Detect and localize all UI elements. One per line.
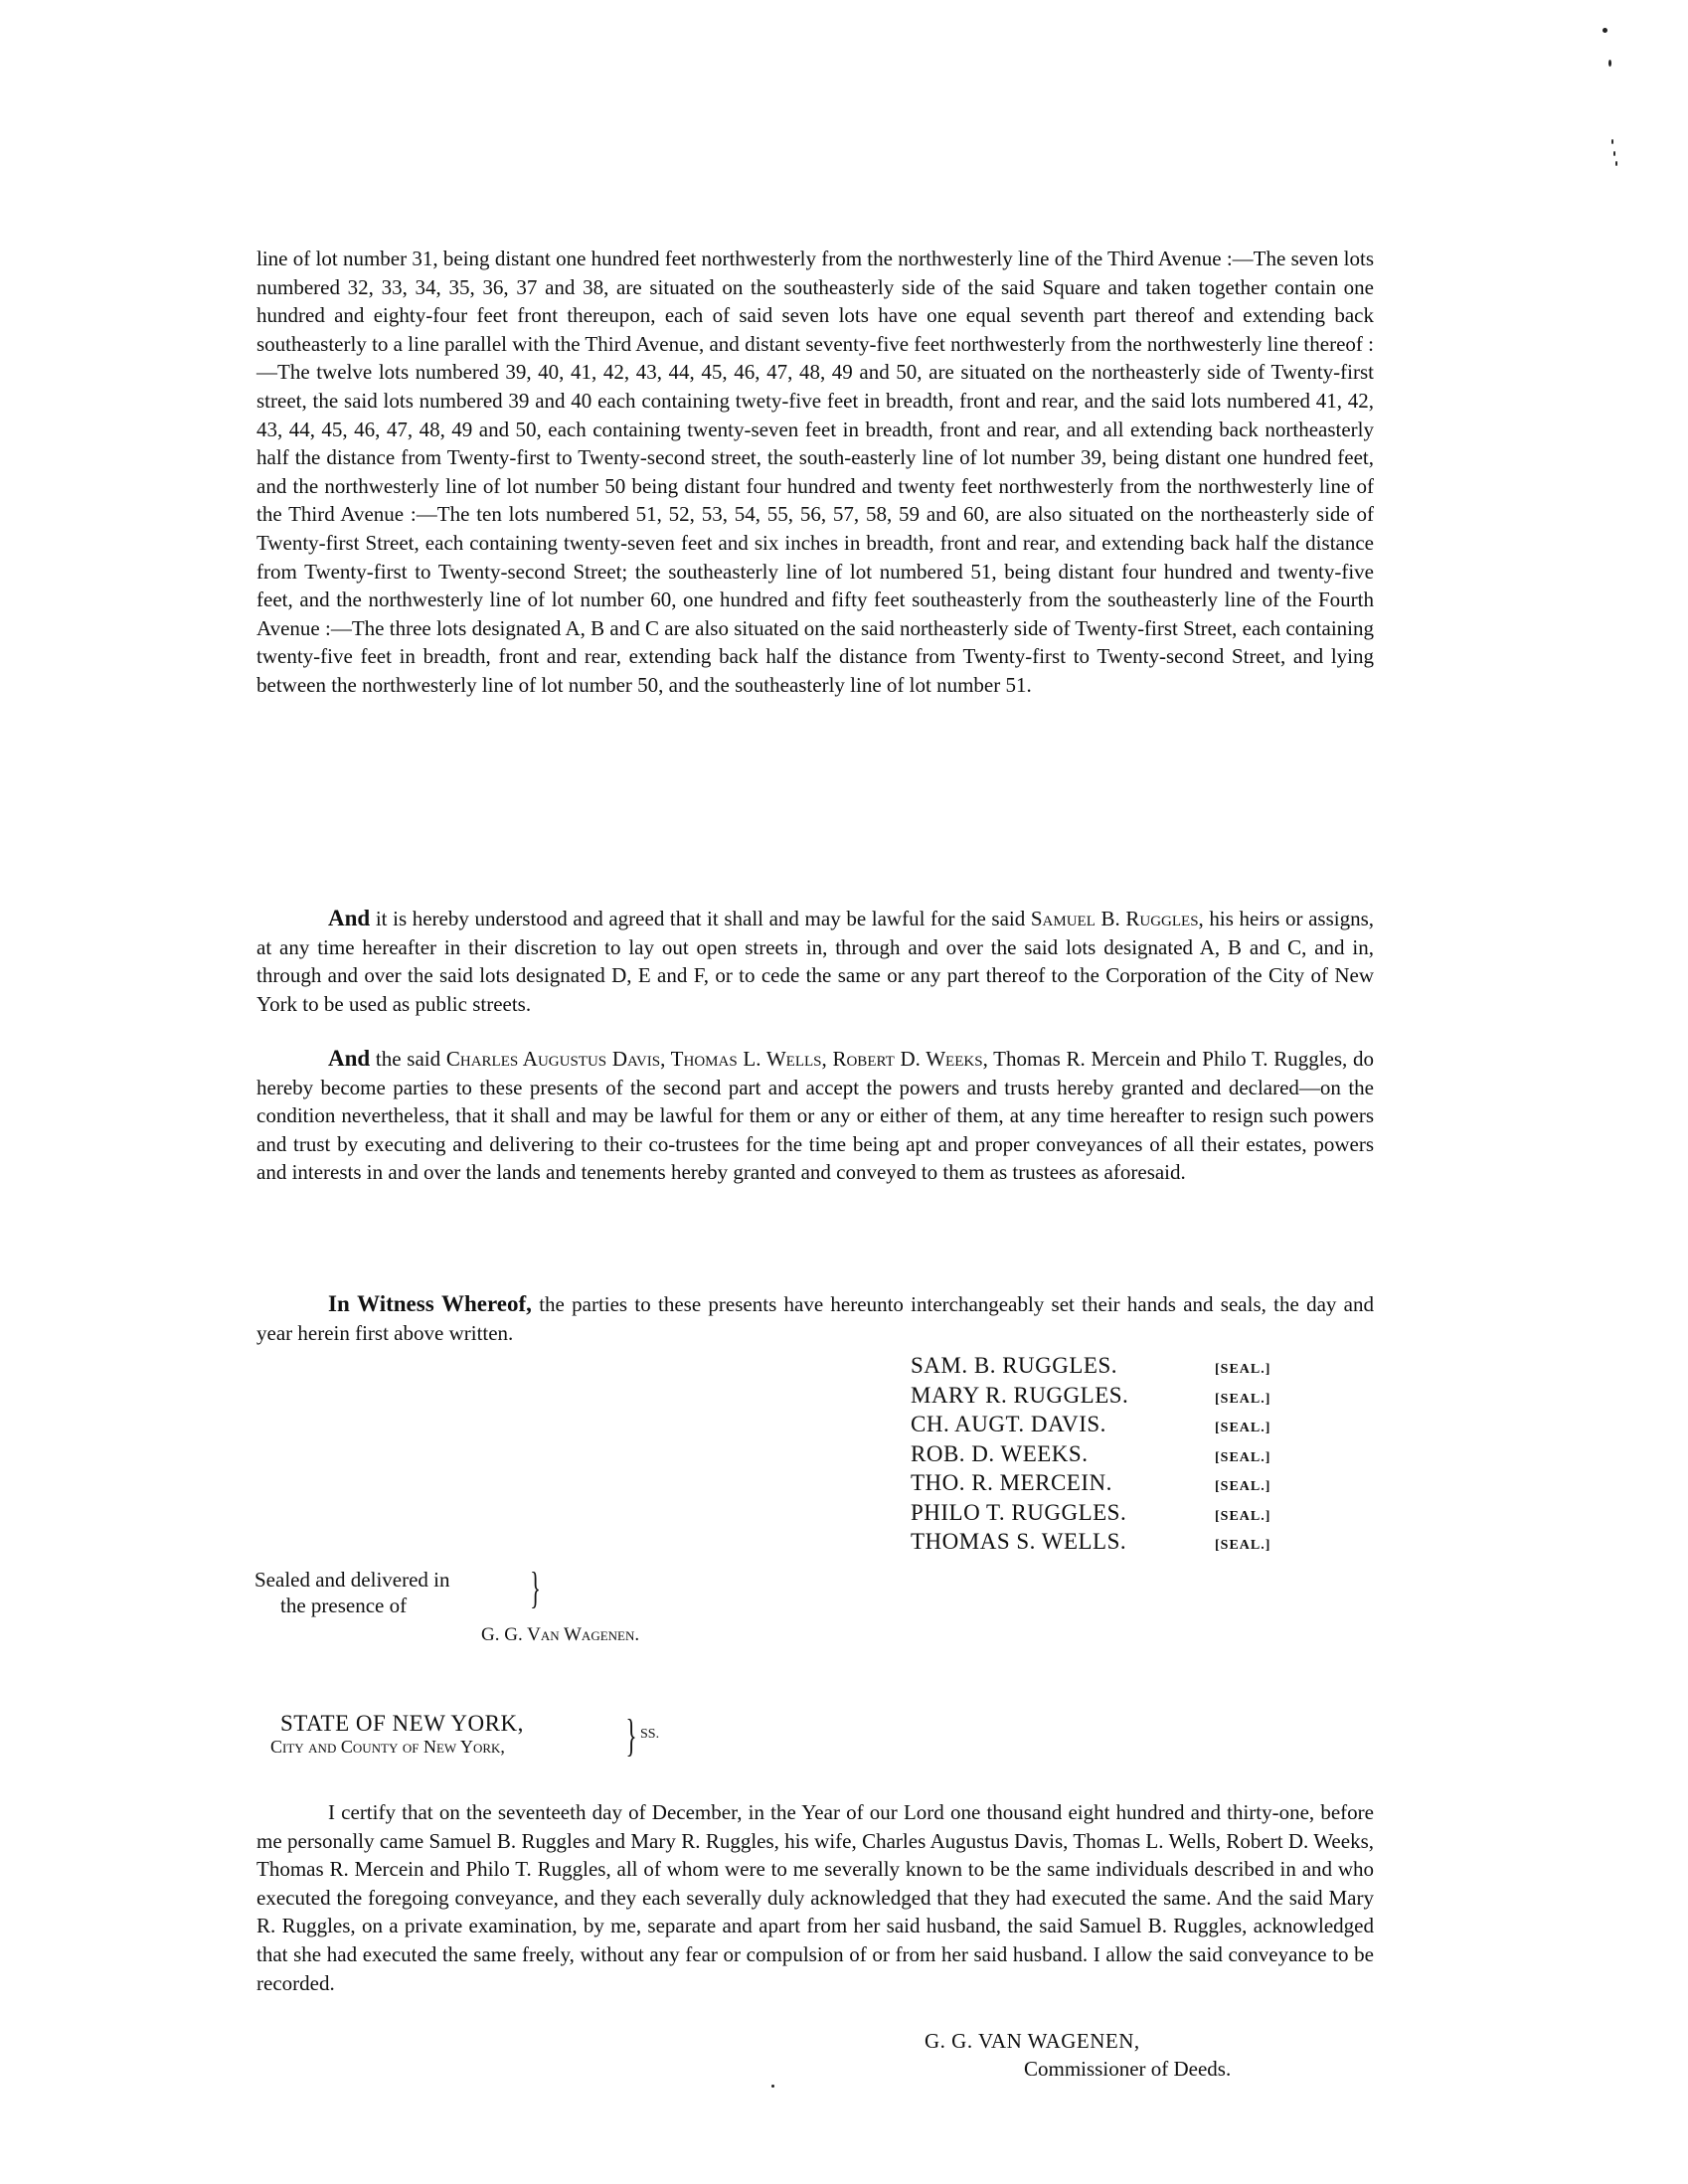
signature-line	[911, 1441, 1308, 1471]
commissioner-name: G. G. VAN WAGENEN,	[925, 2029, 1140, 2053]
witness-clause	[256, 1290, 1374, 1347]
party-name: Samuel B. Ruggles	[1030, 907, 1199, 930]
signer-name: PHILO T. RUGGLES.	[911, 1499, 1127, 1525]
signer-name: THO. R. MERCEIN.	[911, 1470, 1112, 1495]
seal-mark: [SEAL.]	[1215, 1538, 1271, 1553]
signer-name: SAM. B. RUGGLES.	[911, 1353, 1118, 1378]
witness-lead: In Witness Whereof,	[328, 1291, 532, 1316]
seal-mark: [SEAL.]	[1215, 1421, 1271, 1435]
sealed-line-2: the presence of	[280, 1594, 408, 1617]
scan-speck	[1611, 139, 1613, 144]
paragraph-text: , his heirs or assigns, at any time hereafter in their discretion to lay out open streets in, through and over the said lots designated A, B and C, and in, through and over the said lots designated D, E and F, or to cede the same or any part thereof to the Corporation of the City of New York to be used as public streets.	[256, 907, 1374, 1016]
venue-ss: SS.	[640, 1727, 660, 1742]
scan-speck	[1603, 28, 1607, 33]
seal-mark: [SEAL.]	[1215, 1479, 1271, 1494]
party-names: Charles Augustus Davis, Thomas L. Wells, Robert D. Weeks	[445, 1047, 983, 1071]
paragraph-lead: And	[328, 906, 371, 930]
signature-line	[911, 1383, 1308, 1413]
signer-name: THOMAS S. WELLS.	[911, 1529, 1127, 1554]
paragraph-text: the said	[370, 1047, 446, 1071]
paragraph-text: it is hereby understood and agreed that it shall and may be lawful for the said	[370, 907, 1031, 930]
seal-mark: [SEAL.]	[1215, 1508, 1271, 1524]
scan-speck	[1608, 60, 1611, 67]
sealed-line-1: Sealed and delivered in	[254, 1568, 450, 1592]
brace-glyph: }	[625, 1710, 637, 1761]
signature-line	[911, 1500, 1308, 1530]
witness-text: the parties to these presents have hereunto interchangeably set their hands and seals, the day and year herein first above written.	[256, 1292, 1374, 1345]
paragraph-text: , Thomas R. Mercein and Philo T. Ruggles, do hereby become parties to these presents of the second part and accept the powers and trusts hereby granted and declared—on the condition nevertheless, that it shall and may be lawful for them or any or either of them, at any time hereafter to resign such powers and trust by executing and delivering to their co-trustees for the time being apt and proper conveyances of all their estates, powers and interests in and over the lands and tenements hereby granted and conveyed to them as trustees as aforesaid.	[256, 1047, 1375, 1185]
venue-state: STATE OF NEW YORK,	[280, 1711, 524, 1736]
venue-county: City and County of New York,	[270, 1737, 505, 1757]
commissioner-title: Commissioner of Deeds.	[1024, 2057, 1232, 2081]
signature-line	[911, 1412, 1308, 1441]
signer-name: CH. AUGT. DAVIS.	[911, 1412, 1106, 1436]
paragraph-lot-descriptions: line of lot number 31, being distant one hundred feet northwesterly from the northwesterly line of the Third Avenue :—The seven lots numbered 32, 33, 34, 35, 36, 37 and 38, are situated on the southeasterly side of the said Square and taken together contain one hundred and eighty-four feet front thereupon, each of said seven lots have one equal seventh part thereof and extending back southeasterly to a line parallel with the Third Avenue, and distant seventy-five feet northwesterly from the northwesterly line thereof :—The twelve lots numbered 39, 40, 41, 42, 43, 44, 45, 46, 47, 48, 49 and 50, are situated on the northeasterly side of Twenty-first street, the said lots numbered 39 and 40 each containing twety-five feet in breadth, front and rear, and the said lots numbered 41, 42, 43, 44, 45, 46, 47, 48, 49 and 50, each containing twenty-seven feet in breadth, front and rear, and all extending back northeasterly half the distance from Twenty-first to Twenty-second street, the south-easterly line of lot number 39, being distant one hundred feet, and the northwesterly line of lot number 50 being distant four hundred and twenty feet northwesterly from the northwesterly line of the Third Avenue :—The ten lots numbered 51, 52, 53, 54, 55, 56, 57, 58, 59 and 60, are also situated on the northeasterly side of Twenty-first Street, each containing twenty-seven feet and six inches in breadth, front and rear, and extending back half the distance from Twenty-first to Twenty-second Street; the southeasterly line of lot numbered 51, being distant four hundred and twenty-five feet, and the northwesterly line of lot number 60, one hundred and fifty feet southeasterly from the southeasterly line of the Fourth Avenue :—The three lots designated A, B and C are also situated on the said northeasterly side of Twenty-first Street, each containing twenty-five feet in breadth, front and rear, extending back half the distance from Twenty-first to Twenty-second Street, and lying between the northwesterly line of lot number 50, and the southeasterly line of lot number 51.	[256, 247, 1374, 697]
signature-line	[911, 1470, 1308, 1500]
paragraph-streets-agreement	[256, 905, 1374, 1018]
signature-line	[911, 1529, 1308, 1559]
paragraph-lead: And	[328, 1046, 371, 1071]
acknowledgment-certificate: I certify that on the seventeeth day of December, in the Year of our Lord one thousand eight hundred and thirty-one, before me personally came Samuel B. Ruggles and Mary R. Ruggles, his wife, Charles Augustus Davis, Thomas L. Wells, Robert D. Weeks, Thomas R. Mercein and Philo T. Ruggles, all of whom were to me severally known to be the same individuals described in and who executed the foregoing conveyance, and they each severally duly acknowledged that they had executed the same. And the said Mary R. Ruggles, on a private examination, by me, separate and apart from her said husband, the said Samuel B. Ruggles, acknowledged that she had executed the same freely, without any fear or compulsion of or from her said husband. I allow the said conveyance to be recorded.	[256, 1800, 1374, 1995]
seal-mark: [SEAL.]	[1215, 1449, 1271, 1465]
signer-name: ROB. D. WEEKS.	[911, 1440, 1089, 1466]
scan-speck	[1613, 151, 1615, 156]
scan-speck	[1615, 161, 1617, 166]
signature-list	[911, 1353, 1308, 1559]
venue-caption	[270, 1710, 660, 1761]
seal-mark: [SEAL.]	[1215, 1362, 1271, 1377]
seal-mark: [SEAL.]	[1215, 1391, 1271, 1407]
signer-name: MARY R. RUGGLES.	[911, 1382, 1129, 1408]
scan-speck	[771, 2085, 774, 2088]
brace-glyph: }	[530, 1564, 541, 1612]
sealed-delivered-block	[254, 1564, 541, 1618]
witness-signature: G. G. Van Wagenen.	[481, 1624, 640, 1645]
paragraph-trustees	[256, 1045, 1374, 1187]
signature-line	[911, 1353, 1308, 1383]
